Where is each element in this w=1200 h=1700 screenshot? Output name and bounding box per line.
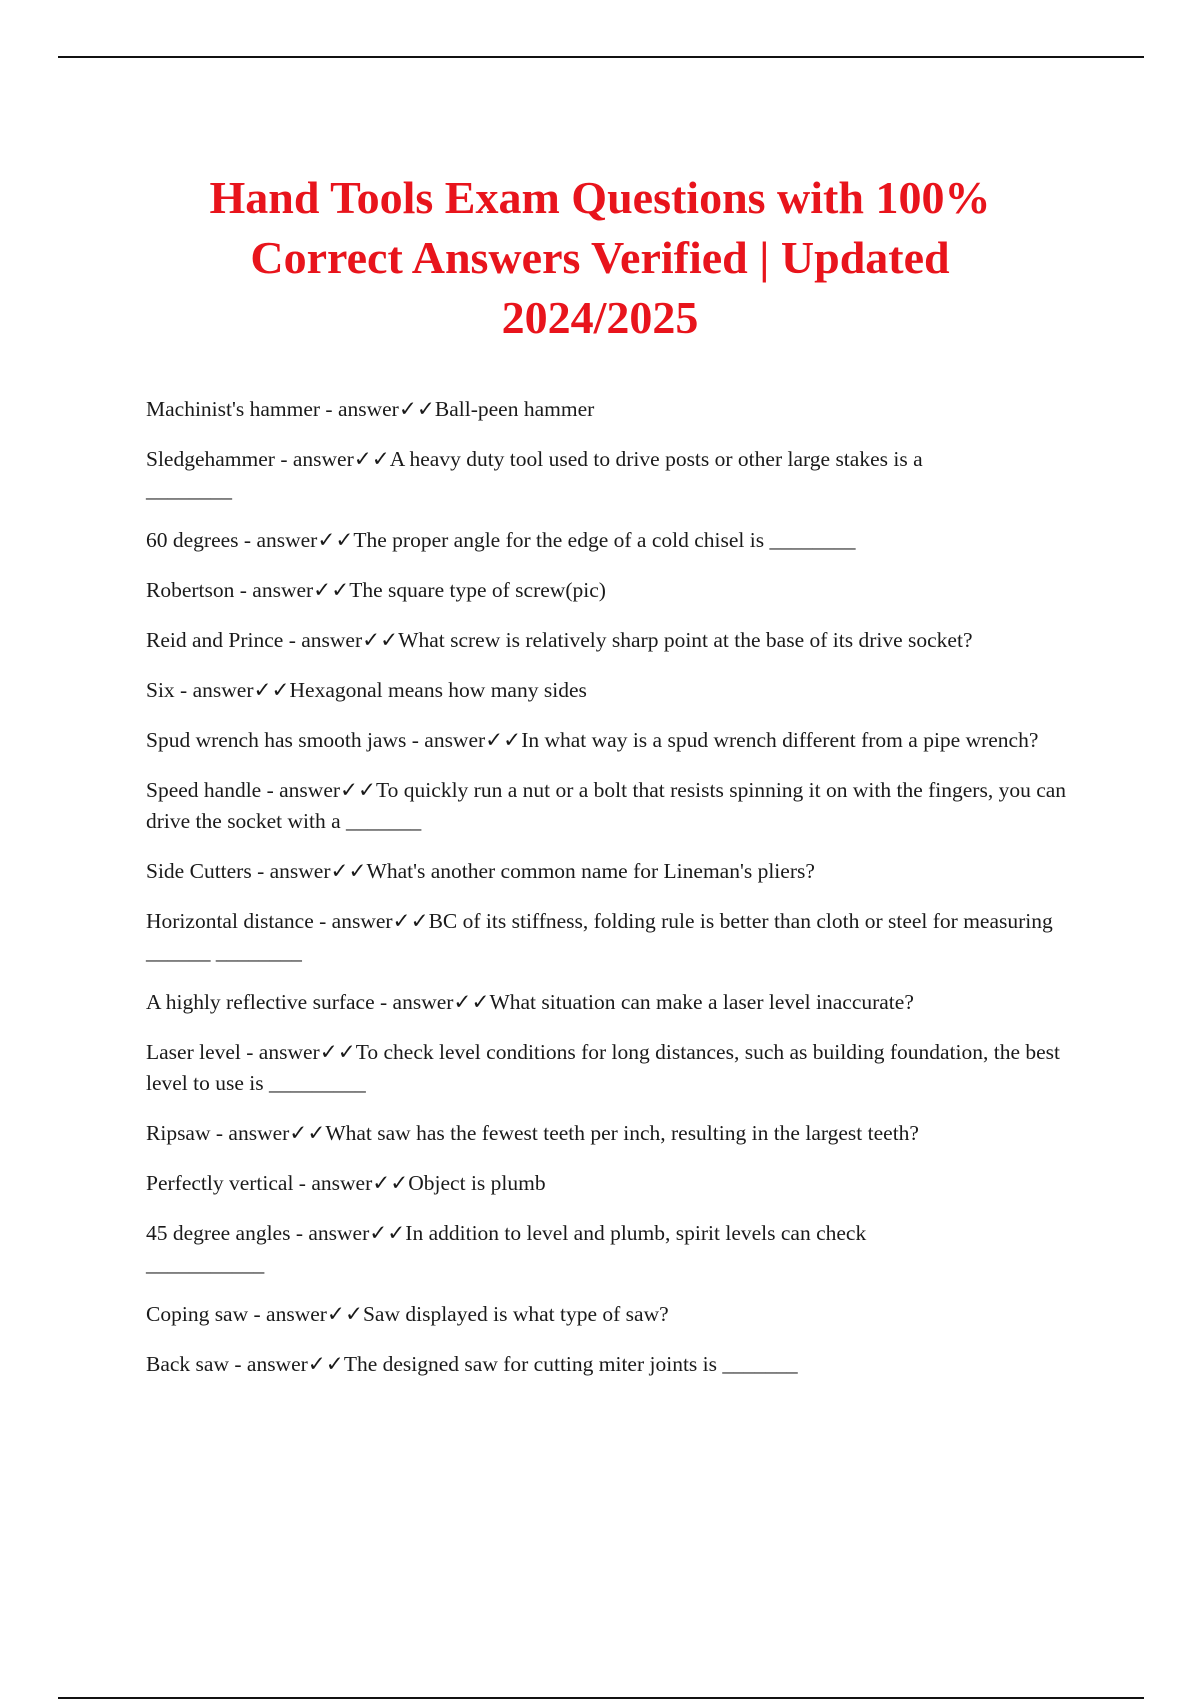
qa-item (146, 625, 1086, 656)
qa-item (146, 1168, 1086, 1199)
qa-text: 60 degrees - answer✓✓The proper angle for the edge of a cold chisel is ________ (146, 528, 856, 552)
answer-blank: ___________ (146, 1252, 265, 1276)
qa-list (146, 394, 1086, 1399)
qa-item (146, 1299, 1086, 1330)
qa-item (146, 725, 1086, 756)
qa-item (146, 1218, 1086, 1280)
qa-item (146, 775, 1086, 837)
qa-item (146, 987, 1086, 1018)
qa-text: Ripsaw - answer✓✓What saw has the fewest teeth per inch, resulting in the largest teeth? (146, 1121, 919, 1145)
qa-text: Six - answer✓✓Hexagonal means how many sides (146, 678, 587, 702)
qa-item (146, 1037, 1086, 1099)
qa-text: Speed handle - answer✓✓To quickly run a nut or a bolt that resists spinning it on with the fingers, you can drive the socket with a _______ (146, 778, 1067, 833)
qa-item (146, 675, 1086, 706)
qa-text: A highly reflective surface - answer✓✓What situation can make a laser level inaccurate? (146, 990, 914, 1014)
qa-text: Coping saw - answer✓✓Saw displayed is what type of saw? (146, 1302, 669, 1326)
qa-text: Perfectly vertical - answer✓✓Object is plumb (146, 1171, 546, 1195)
qa-text: Back saw - answer✓✓The designed saw for cutting miter joints is _______ (146, 1352, 798, 1376)
qa-item (146, 856, 1086, 887)
qa-text: Sledgehammer - answer✓✓A heavy duty tool used to drive posts or other large stakes is a (146, 447, 923, 471)
qa-text: Laser level - answer✓✓To check level conditions for long distances, such as building foundation, the best level to use is _________ (146, 1040, 1060, 1095)
bottom-rule (58, 1697, 1144, 1699)
top-rule (58, 56, 1144, 58)
document-title (100, 168, 1100, 348)
qa-text: Spud wrench has smooth jaws - answer✓✓In what way is a spud wrench different from a pipe wrench? (146, 728, 1039, 752)
qa-text: Side Cutters - answer✓✓What's another common name for Lineman's pliers? (146, 859, 815, 883)
qa-text: Horizontal distance - answer✓✓BC of its stiffness, folding rule is better than cloth or steel for measuring ______ ________ (146, 909, 1053, 964)
title-line: Hand Tools Exam Questions with 100% (209, 172, 991, 223)
qa-text: Reid and Prince - answer✓✓What screw is relatively sharp point at the base of its drive socket? (146, 628, 973, 652)
qa-item (146, 394, 1086, 425)
qa-item (146, 444, 1086, 506)
qa-text: Machinist's hammer - answer✓✓Ball-peen hammer (146, 397, 595, 421)
qa-text: 45 degree angles - answer✓✓In addition to level and plumb, spirit levels can check (146, 1221, 867, 1245)
answer-blank: ________ (146, 478, 232, 502)
title-line: 2024/2025 (501, 292, 699, 343)
qa-item (146, 575, 1086, 606)
qa-item (146, 1118, 1086, 1149)
qa-item (146, 1349, 1086, 1380)
qa-item (146, 525, 1086, 556)
qa-item (146, 906, 1086, 968)
title-line: Correct Answers Verified | Updated (250, 232, 950, 283)
qa-text: Robertson - answer✓✓The square type of screw(pic) (146, 578, 606, 602)
